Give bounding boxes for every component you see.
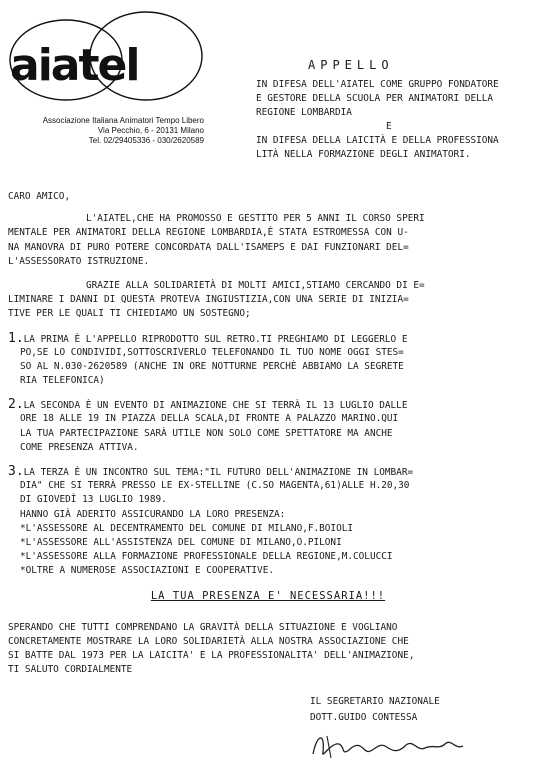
association-info <box>24 116 204 146</box>
svg-text:aiatel: aiatel <box>10 40 139 91</box>
item-2: 2.LA SECONDA È UN EVENTO DI ANIMAZIONE CHE SI TERRÀ IL 13 LUGLIO DALLE ORE 18 ALLE 19 IN PIAZZA DELLA SCALA,DI FRONTE A PALAZZO MARINO.QUI LA TUA PARTECIPAZIONE SARÀ UTILE NON SOLO COME SPETTATORE MA ANCHE COME PRESENZA ATTIVA. <box>8 397 408 453</box>
item-number: 1. <box>8 330 24 346</box>
header-conjunction: E <box>386 121 392 132</box>
handwritten-signature <box>305 728 495 762</box>
association-address: Via Pecchio, 6 - 20131 Milano <box>97 126 204 135</box>
document-title: APPELLO <box>308 58 394 72</box>
header-line: IN DIFESA DELLA LAICITÀ E DELLA PROFESSIONA <box>256 135 499 146</box>
header-line: REGIONE LOMBARDIA <box>256 107 352 118</box>
paragraph-2: GRAZIE ALLA SOLIDARIETÀ DI MOLTI AMICI,STIAMO CERCANDO DI E= LIMINARE I DANNI DI QUESTA PROTEVA INGIUSTIZIA,CON UNA SERIE DI INIZIA= TIVE PER LE QUALI TI CHIEDIAMO UN SOSTEGNO; <box>8 279 425 320</box>
header-line: E GESTORE DELLA SCUOLA PER ANIMATORI DELLA <box>256 93 494 104</box>
item-1: 1.LA PRIMA È L'APPELLO RIPRODOTTO SUL RETRO.TI PREGHIAMO DI LEGGERLO E PO,SE LO CONDIVIDI,SOTTOSCRIVERLO TELEFONANDO IL TUO NOME OGGI STES= SO AL N.030-2620589 (ANCHE IN ORE NOTTURNE PERCHÈ ABBIAMO LA SEGRETE RIA TELEFONICA) <box>8 330 408 387</box>
list-item: *OLTRE A NUMEROSE ASSOCIAZIONI E COOPERATIVE. <box>20 565 274 577</box>
paragraph-1: L'AIATEL,CHE HA PROMOSSO E GESTITO PER 5 ANNI IL CORSO SPERI MENTALE PER ANIMATORI DELLA REGIONE LOMBARDIA,È STATA ESTROMESSA CON U- NA MANOVRA DI PURO POTERE CONCORDATA DALL'ISAMEPS E DAI FUNZIONARI DEL= L'ASSESSORATO ISTRUZIONE. <box>8 213 425 267</box>
letter-body <box>8 190 528 677</box>
signature-block <box>310 694 510 726</box>
header-line: LITÀ NELLA FORMAZIONE DEGLI ANIMATORI. <box>256 149 471 160</box>
association-phone: Tel. 02/29405336 - 030/2620589 <box>88 136 204 145</box>
emphasis-line: LA TUA PRESENZA E' NECESSARIA!!! <box>150 589 386 602</box>
item-number: 3. <box>8 464 24 479</box>
closing-paragraph: SPERANDO CHE TUTTI COMPRENDANO LA GRAVITÀ DELLA SITUAZIONE E VOGLIANO CONCRETAMENTE MOSTRARE LA LORO SOLIDARIETÀ ALLA NOSTRA ASSOCIAZIONE CHE SI BATTE DAL 1973 PER LA LAICITA' E LA PROFESSIONALITA' DELL'ANIMAZIONE, TI SALUTO CORDIALMENTE <box>8 621 415 676</box>
aiatel-logo <box>4 6 204 102</box>
adherents-list <box>8 522 528 579</box>
signer-name: DOTT.GUIDO CONTESSA <box>310 712 418 723</box>
salutation: CARO AMICO, <box>8 191 71 202</box>
association-name: Associazione Italiana Animatori Tempo Libero <box>42 116 204 125</box>
list-item: *L'ASSESSORE ALLA FORMAZIONE PROFESSIONALE DELLA REGIONE,M.COLUCCI <box>20 551 393 563</box>
signer-role: IL SEGRETARIO NAZIONALE <box>310 696 440 707</box>
header-block <box>256 78 528 162</box>
item-3: 3.LA TERZA È UN INCONTRO SUL TEMA:"IL FUTURO DELL'ANIMAZIONE IN LOMBAR= DIA" CHE SI TERRÀ PRESSO LE EX-STELLINE (C.SO MAGENTA,61)ALLE H.20,30 DI GIOVEDÌ 13 LUGLIO 1989. HANNO GIÀ ADERITO ASSICURANDO LA LORO PRESENZA: *L'ASSESSORE AL DECENTRAMENTO DEL COMUNE DI MILANO,F.BOIOLI *L'ASSESSORE ALL'ASSISTENZA DEL COMUNE DI MILANO,O.PILONI *L'ASSESSORE ALLA FORMAZIONE PROFESSIONALE DELLA REGIONE,M.COLUCCI *OLTRE A NUMEROSE ASSOCIAZIONI E COOPERATIVE. <box>8 465 528 579</box>
list-item: *L'ASSESSORE ALL'ASSISTENZA DEL COMUNE DI MILANO,O.PILONI <box>20 536 342 548</box>
header-line: IN DIFESA DELL'AIATEL COME GRUPPO FONDATORE <box>256 79 499 90</box>
item-number: 2. <box>8 397 24 413</box>
list-item: *L'ASSESSORE AL DECENTRAMENTO DEL COMUNE DI MILANO,F.BOIOLI <box>20 522 354 534</box>
